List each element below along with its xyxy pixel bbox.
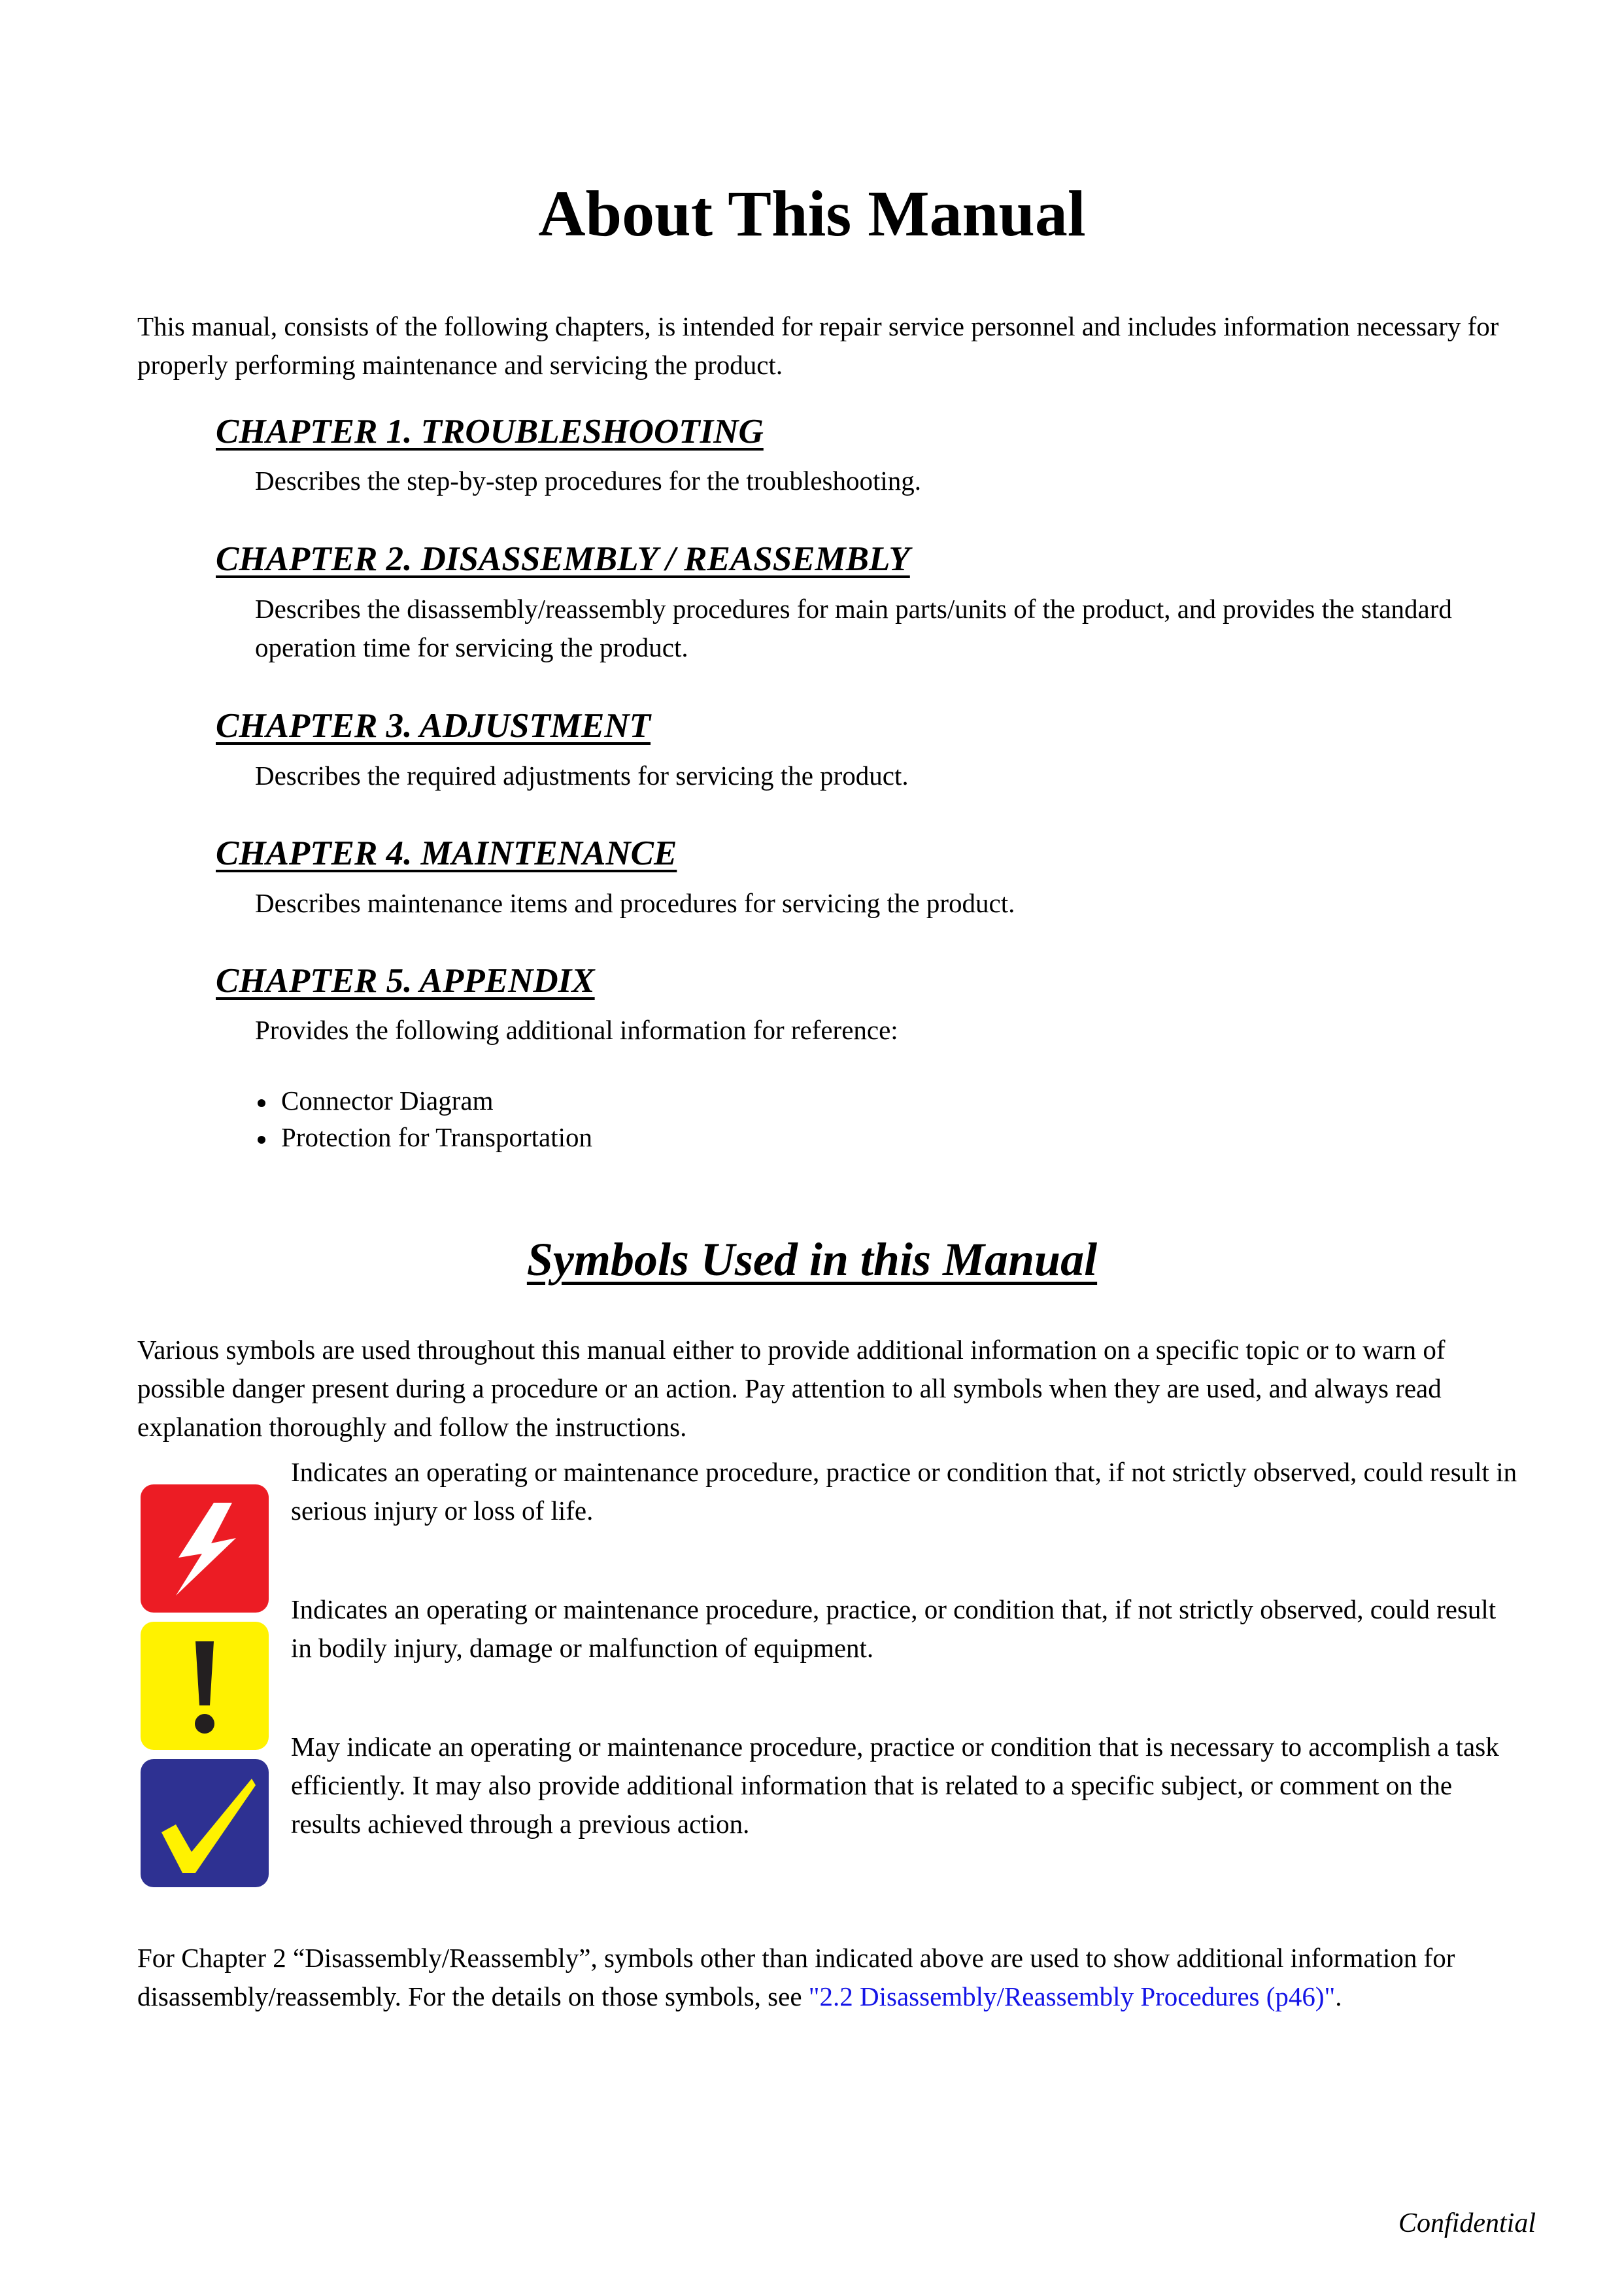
chapter-2-description: Describes the disassembly/reassembly procedures for main parts/units of the product, and provides the standard operation time for servicing the product. [255,594,1452,662]
warning-symbol-text: Indicates an operating or maintenance procedure, practice or condition that, if not strictly observed, could result in serious injury or loss of life. [291,1457,1517,1526]
list-item: Connector Diagram [255,1082,592,1119]
note-symbol-text: May indicate an operating or maintenance procedure, practice or condition that is necessary to accomplish a task efficiently. It may also provide additional information that is related to a specific subject, or comment on the results achieved through a previous action. [291,1732,1499,1839]
closing-paragraph [137,1939,1517,2016]
disassembly-procedures-link[interactable]: "2.2 Disassembly/Reassembly Procedures (p46)" [808,1981,1336,2011]
chapter-4-heading: CHAPTER 4. MAINTENANCE [216,834,677,872]
chapter-3-description: Describes the required adjustments for servicing the product. [255,761,909,791]
page-title: About This Manual [538,177,1086,250]
check-note-icon [141,1759,269,1887]
chapter-5-heading: CHAPTER 5. APPENDIX [216,962,595,1000]
intro-paragraph: This manual, consists of the following chapters, is intended for repair service personnel and includes information necessary for properly performing maintenance and servicing the product. [137,311,1499,380]
symbols-intro-paragraph: Various symbols are used throughout this manual either to provide additional information on a specific topic or to warn of possible danger present during a procedure or an action. Pay attention to all symbols when they are used, and always read explanation thoroughly and follow the instructions. [137,1335,1446,1442]
symbols-section-title: Symbols Used in this Manual [526,1233,1098,1286]
caution-symbol-text: Indicates an operating or maintenance procedure, practice, or condition that, if not strictly observed, could result in bodily injury, damage or malfunction of equipment. [291,1594,1497,1663]
warning-lightning-icon [141,1484,269,1613]
chapter-5-description: Provides the following additional information for reference: [255,1015,898,1045]
caution-exclamation-icon [141,1622,269,1750]
closing-text: For Chapter 2 “Disassembly/Reassembly”, symbols other than indicated above are used to show additional information for disassembly/reassembly. For the details on those symbols, see [137,1943,1455,2011]
chapter-3-heading: CHAPTER 3. ADJUSTMENT [216,707,651,745]
chapter-4-description: Describes maintenance items and procedures for servicing the product. [255,888,1015,918]
chapter-2-heading: CHAPTER 2. DISASSEMBLY / REASSEMBLY [216,540,910,578]
closing-period: . [1335,1981,1342,2011]
chapter-1-description: Describes the step-by-step procedures for the troubleshooting. [255,466,922,496]
confidential-footer: Confidential [1398,2208,1536,2238]
list-item: Protection for Transportation [255,1119,592,1155]
chapter-1-heading: CHAPTER 1. TROUBLESHOOTING [216,413,764,451]
appendix-list [255,1082,592,1155]
